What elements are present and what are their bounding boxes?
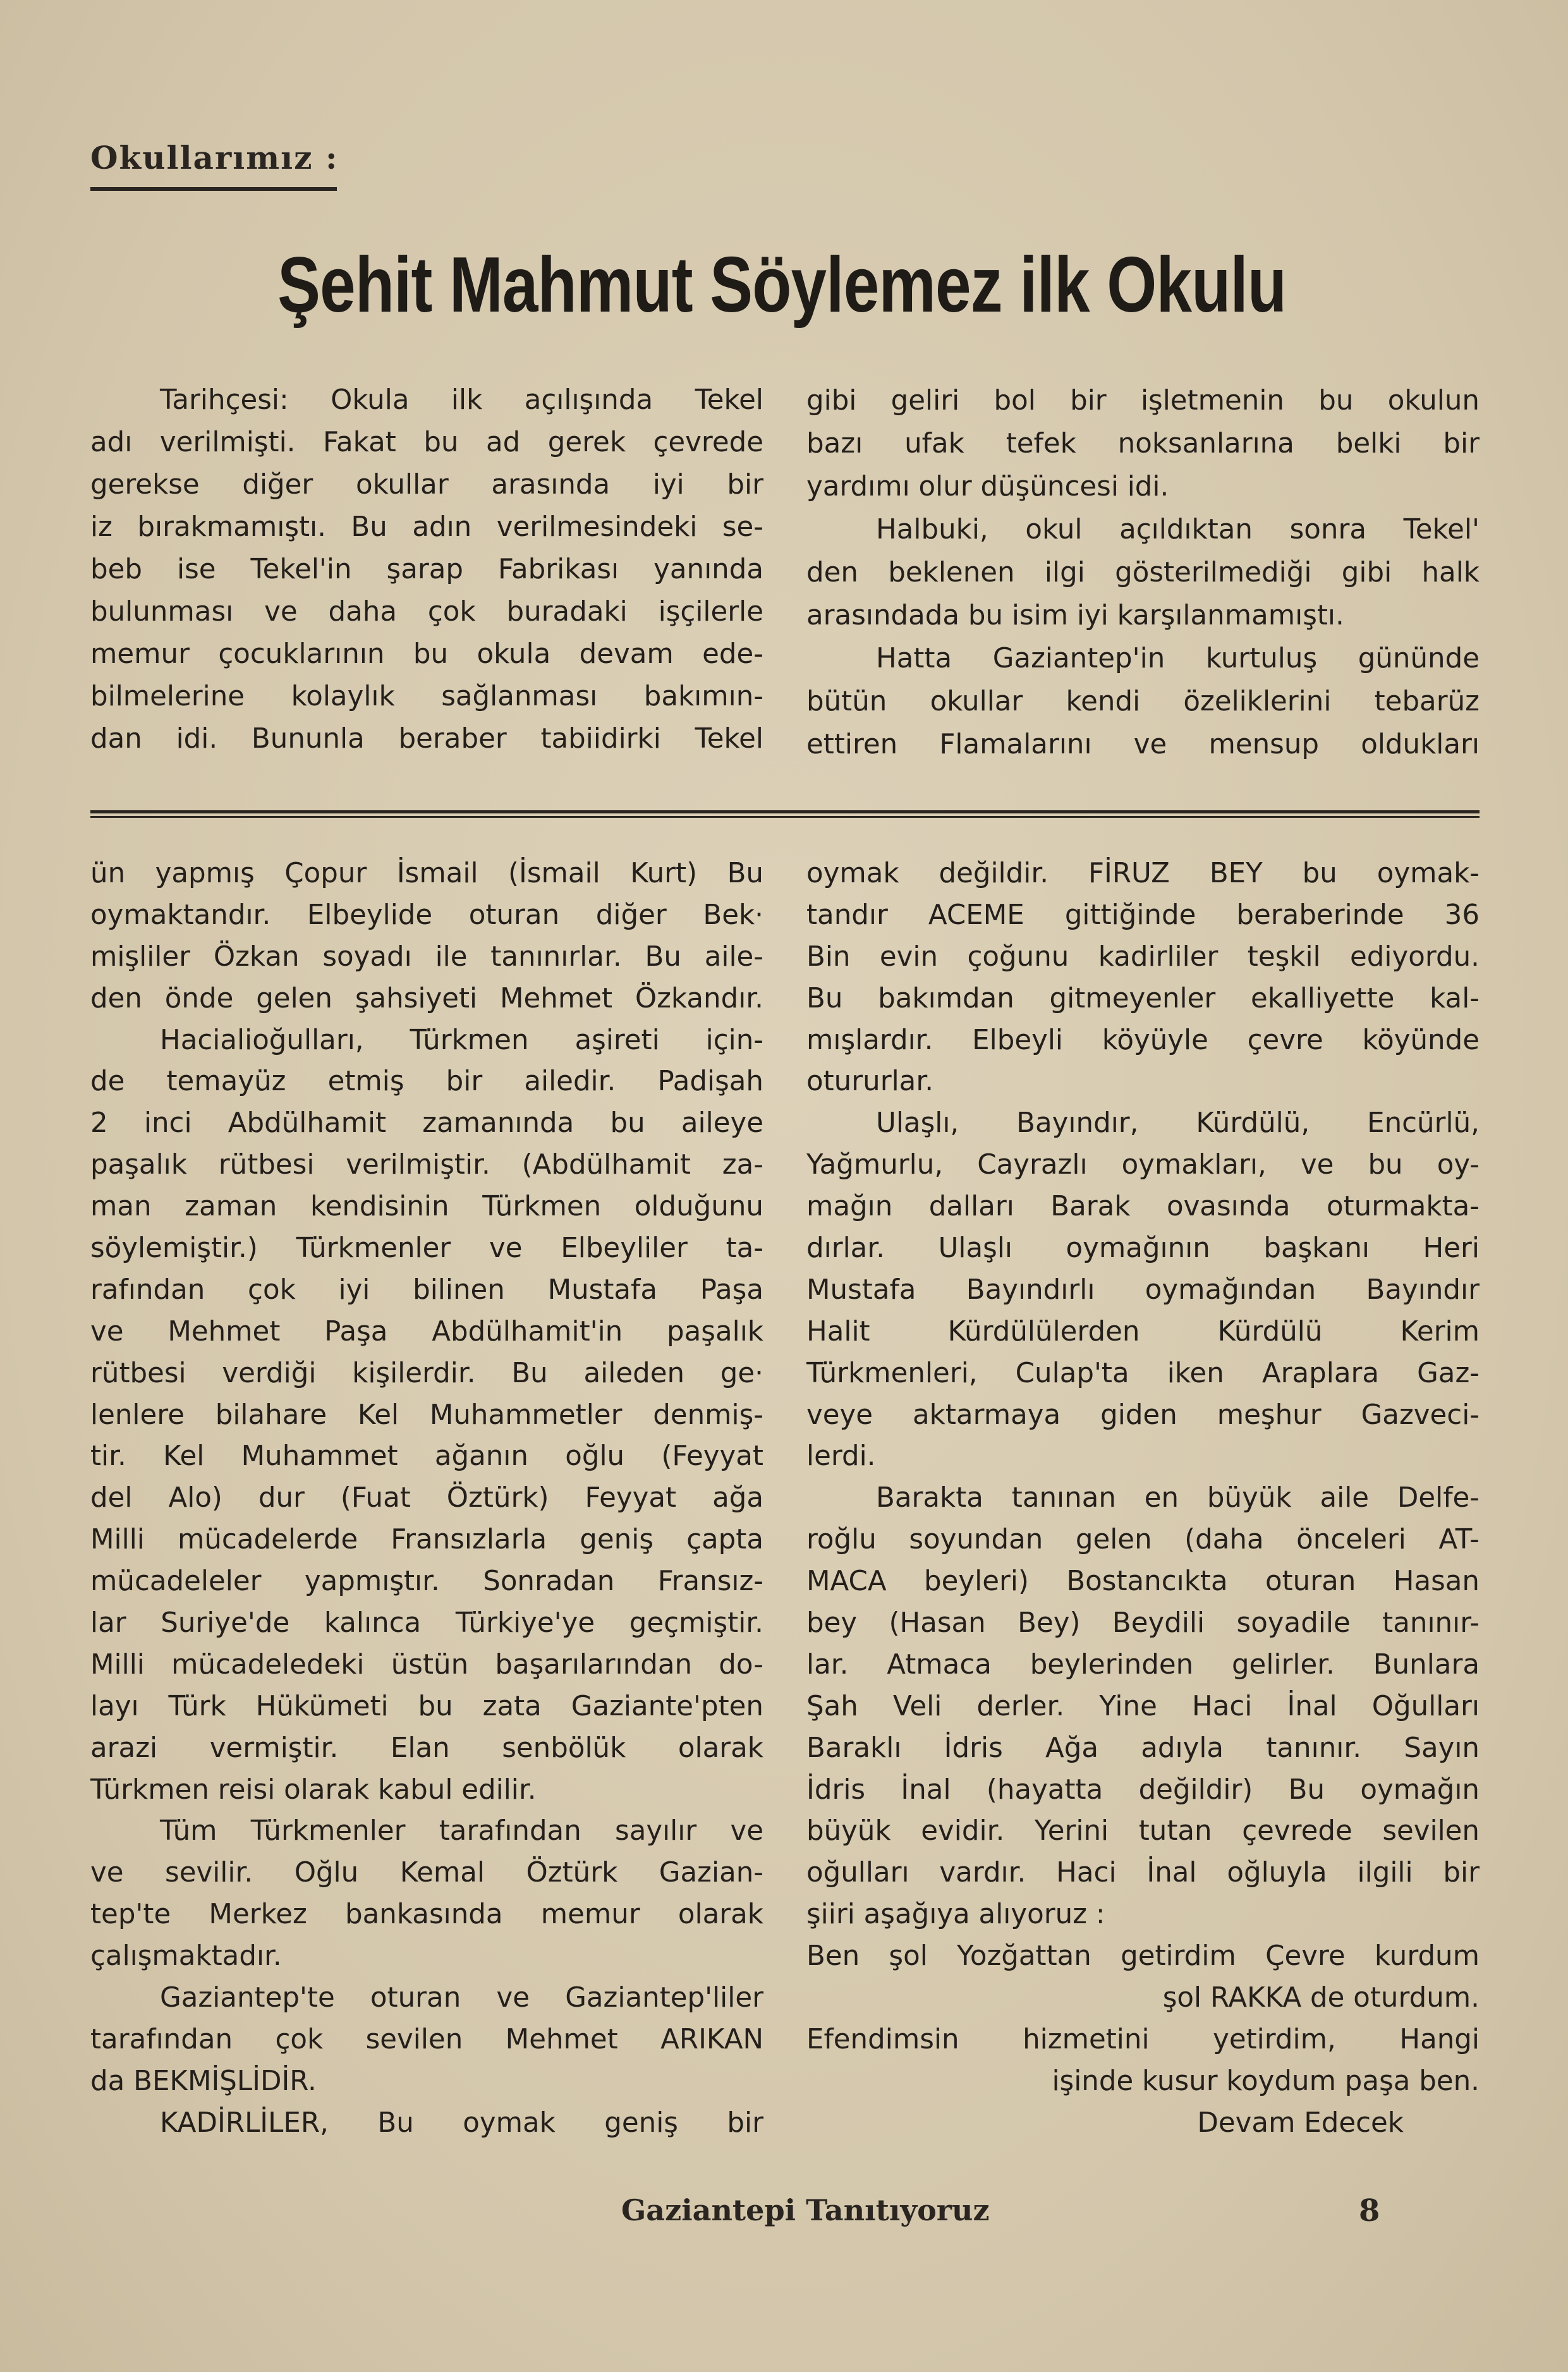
- text-line: Tüm Türkmenler tarafından sayılır ve: [160, 1815, 763, 1847]
- text-line: Türkmenleri, Culap'ta iken Araplara Gaz-: [806, 1357, 1480, 1389]
- text-line: da BEKMİŞLİDİR.: [90, 2065, 317, 2097]
- text-line: Mustafa Bayındırlı oymağından Bayındır: [806, 1274, 1480, 1306]
- text-line: dan idi. Bununla beraber tabiidirki Tekel: [90, 723, 763, 755]
- text-line: ettiren Flamalarını ve mensup oldukları: [806, 729, 1480, 760]
- text-line: tandır ACEME gittiğinde beraberinde 36: [806, 899, 1480, 931]
- text-line: KADİRLİLER, Bu oymak geniş bir: [160, 2107, 763, 2139]
- text-line: Baraklı İdris Ağa adıyla tanınır. Sayın: [806, 1732, 1480, 1764]
- text-line: oğulları vardır. Haci İnal oğluyla ilgili bir: [806, 1857, 1480, 1889]
- text-line: Yağmurlu, Cayrazlı oymakları, ve bu oy-: [806, 1149, 1480, 1181]
- intro-column-right: [806, 379, 1480, 766]
- text-line: mışlardır. Elbeyli köyüyle çevre köyünde: [806, 1024, 1480, 1056]
- text-line: iz bırakmamıştı. Bu adın verilmesindeki se-: [90, 511, 763, 543]
- poem-line: işinde kusur koydum paşa ben.: [1052, 2065, 1480, 2097]
- text-line: rafından çok iyi bilinen Mustafa Paşa: [90, 1274, 763, 1306]
- text-line: veye aktarmaya giden meşhur Gazveci-: [806, 1399, 1480, 1431]
- text-line: paşalık rütbesi verilmiştir. (Abdülhamit za-: [90, 1149, 763, 1181]
- text-line: Halit Kürdülülerden Kürdülü Kerim: [806, 1315, 1480, 1347]
- text-line: ve Mehmet Paşa Abdülhamit'in paşalık: [90, 1315, 763, 1347]
- text-line: dırlar. Ulaşlı oymağının başkanı Heri: [806, 1232, 1480, 1265]
- text-line: bazı ufak tefek noksanlarına belki bir: [806, 428, 1480, 459]
- text-line: oymak değildir. FİRUZ BEY bu oymak-: [806, 858, 1480, 889]
- text-line: Halbuki, okul açıldıktan sonra Tekel': [876, 514, 1480, 545]
- text-line: arazi vermiştir. Elan senbölük olarak: [90, 1732, 763, 1764]
- text-line: Ulaşlı, Bayındır, Kürdülü, Encürlü,: [876, 1107, 1480, 1140]
- footer-label: Gaziantepi Tanıtıyoruz: [621, 2193, 990, 2227]
- text-line: 2 inci Abdülhamit zamanında bu aileye: [90, 1107, 763, 1140]
- text-line: roğlu soyundan gelen (daha önceleri AT-: [806, 1524, 1480, 1556]
- text-line: mişliler Özkan soyadı ile tanınırlar. Bu aile-: [90, 940, 763, 973]
- text-line: tir. Kel Muhammet ağanın oğlu (Feyyat: [90, 1440, 763, 1473]
- text-line: bulunması ve daha çok buradaki işçilerle: [90, 596, 763, 628]
- text-line: şiiri aşağıya alıyoruz :: [806, 1899, 1105, 1931]
- text-line: Bu bakımdan gitmeyenler ekalliyette kal-: [806, 982, 1480, 1014]
- text-line: gerekse diğer okullar arasında iyi bir: [90, 469, 763, 501]
- text-line: lar Suriye'de kalınca Türkiye'ye geçmiştir.: [90, 1607, 763, 1639]
- text-line: arasındada bu isim iyi karşılanmamıştı.: [806, 600, 1344, 631]
- text-line: ve sevilir. Oğlu Kemal Öztürk Gazian-: [90, 1857, 763, 1889]
- text-line: söylemiştir.) Türkmenler ve Elbeyliler ta-: [90, 1232, 763, 1265]
- poem-line: şol RAKKA de oturdum.: [1162, 1982, 1480, 2014]
- text-line: del Alo) dur (Fuat Öztürk) Feyyat ağa: [90, 1482, 763, 1514]
- text-line: ün yapmış Çopur İsmail (İsmail Kurt) Bu: [90, 858, 763, 889]
- article-title: Şehit Mahmut Söylemez ilk Okulu: [277, 241, 1287, 329]
- text-line: yardımı olur düşüncesi idi.: [806, 471, 1169, 502]
- text-line: bütün okullar kendi özeliklerini tebarüz: [806, 686, 1480, 717]
- text-line: İdris İnal (hayatta değildir) Bu oymağın: [806, 1773, 1480, 1806]
- text-line: gibi geliri bol bir işletmenin bu okulun: [806, 385, 1480, 417]
- section-underline: [90, 187, 337, 191]
- text-line: lar. Atmaca beylerinden gelirler. Bunlara: [806, 1648, 1480, 1681]
- continued-note: Devam Edecek: [1197, 2107, 1404, 2139]
- text-line: Tarihçesi: Okula ilk açılışında Tekel: [160, 384, 763, 416]
- section-divider: [90, 810, 1480, 818]
- body-column-right: [806, 853, 1480, 2144]
- text-line: adı verilmişti. Fakat bu ad gerek çevrede: [90, 427, 763, 458]
- intro-column-left: [90, 379, 763, 760]
- text-line: bey (Hasan Bey) Beydili soyadile tanınır-: [806, 1607, 1480, 1639]
- text-line: bilmelerine kolaylık sağlanması bakımın-: [90, 681, 763, 712]
- text-line: tarafından çok sevilen Mehmet ARIKAN: [90, 2023, 763, 2055]
- text-line: çalışmaktadır.: [90, 1940, 282, 1973]
- text-line: mağın dalları Barak ovasında oturmakta-: [806, 1191, 1480, 1223]
- text-line: Bin evin çoğunu kadirliler teşkil ediyordu.: [806, 940, 1480, 973]
- text-line: rütbesi verdiği kişilerdir. Bu aileden ge·: [90, 1357, 763, 1389]
- text-line: memur çocuklarının bu okula devam ede-: [90, 638, 763, 670]
- text-line: beb ise Tekel'in şarap Fabrikası yanında: [90, 554, 763, 585]
- text-line: tep'te Merkez bankasında memur olarak: [90, 1899, 763, 1931]
- poem-line: Ben şol Yozğattan getirdim Çevre kurdum: [806, 1940, 1480, 1973]
- text-line: Hacialioğulları, Türkmen aşireti için-: [160, 1024, 763, 1056]
- text-line: den beklenen ilgi gösterilmediği gibi halk: [806, 557, 1480, 588]
- text-line: mücadeleler yapmıştır. Sonradan Fransız-: [90, 1566, 763, 1598]
- page-number: 8: [1359, 2193, 1380, 2229]
- text-line: de temayüz etmiş bir ailedir. Padişah: [90, 1066, 763, 1098]
- text-line: oymaktandır. Elbeylide oturan diğer Bek·: [90, 899, 763, 931]
- text-line: Milli mücadeledeki üstün başarılarından do-: [90, 1648, 763, 1681]
- text-line: Gaziantep'te oturan ve Gaziantep'liler: [160, 1982, 763, 2014]
- text-line: Türkmen reisi olarak kabul edilir.: [90, 1773, 537, 1806]
- text-line: MACA beyleri) Bostancıkta oturan Hasan: [806, 1566, 1480, 1598]
- text-line: layı Türk Hükümeti bu zata Gaziante'pten: [90, 1690, 763, 1722]
- text-line: Şah Veli derler. Yine Haci İnal Oğulları: [806, 1690, 1480, 1722]
- text-line: büyük evidir. Yerini tutan çevrede sevilen: [806, 1815, 1480, 1847]
- text-line: Hatta Gaziantep'in kurtuluş gününde: [876, 643, 1480, 674]
- poem-line: Efendimsin hizmetini yetirdim, Hangi: [806, 2023, 1480, 2055]
- body-column-left: [90, 853, 763, 2144]
- section-label: Okullarımız :: [90, 139, 339, 176]
- text-line: lerdi.: [806, 1440, 876, 1473]
- text-line: lenlere bilahare Kel Muhammetler denmiş-: [90, 1399, 763, 1431]
- text-line: man zaman kendisinin Türkmen olduğunu: [90, 1191, 763, 1223]
- text-line: den önde gelen şahsiyeti Mehmet Özkandır.: [90, 982, 763, 1014]
- text-line: Milli mücadelerde Fransızlarla geniş çapta: [90, 1524, 763, 1556]
- text-line: Barakta tanınan en büyük aile Delfe-: [876, 1482, 1480, 1514]
- text-line: otururlar.: [806, 1066, 934, 1098]
